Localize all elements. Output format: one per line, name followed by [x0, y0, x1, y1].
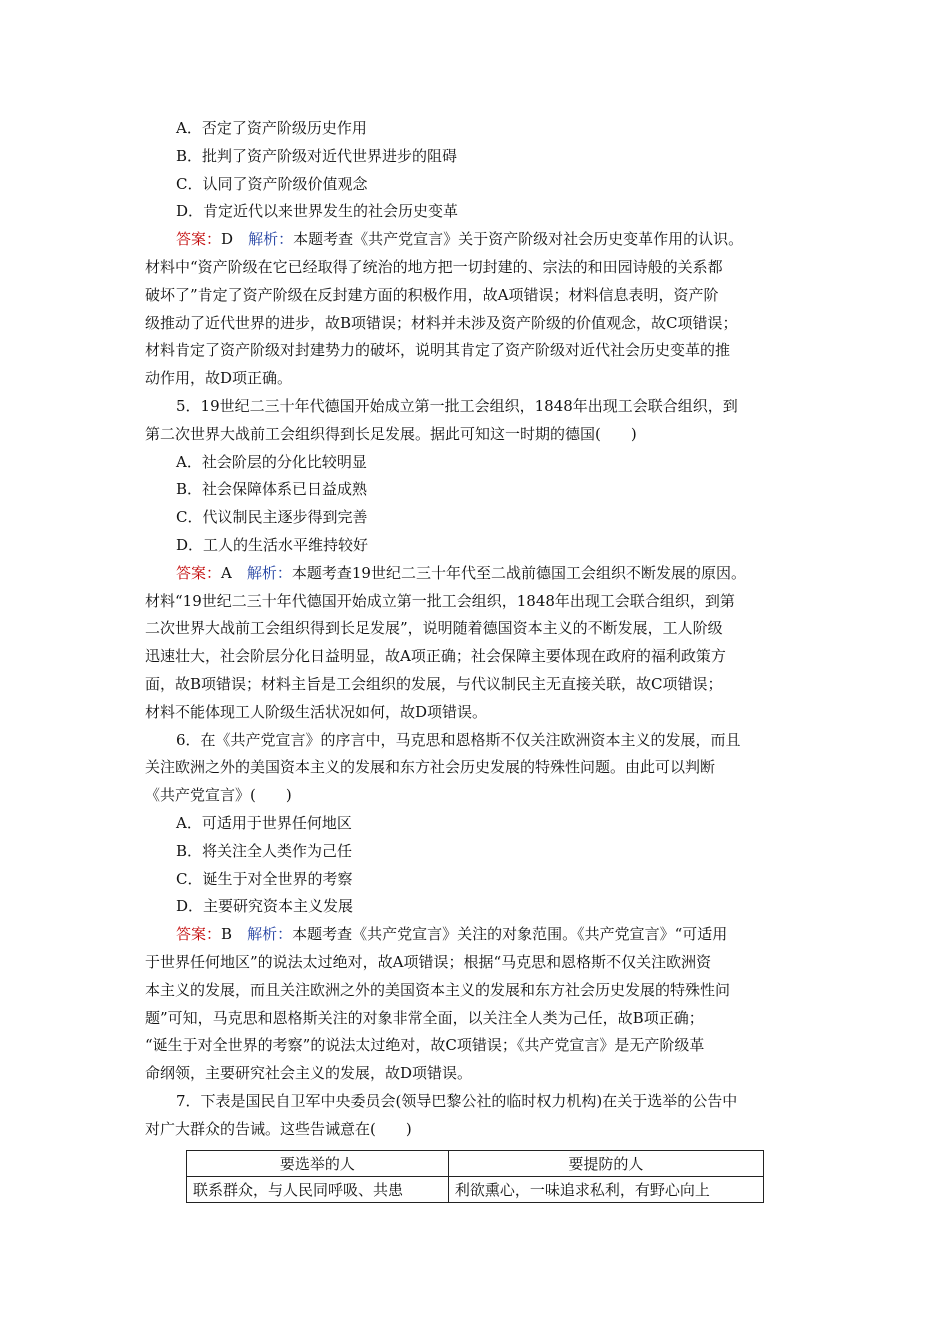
answer-value: B — [221, 925, 233, 944]
table-header-cell: 要选举的人 — [187, 1151, 449, 1177]
q6-stem: 关注欧洲之外的美国资本主义的发展和东方社会历史发展的特殊性问题。由此可以判断 — [145, 758, 716, 777]
document-page — [145, 115, 810, 1143]
q7-table — [186, 1150, 764, 1203]
analysis-label: 解析： — [246, 563, 292, 582]
q5-analysis-line: 材料“19世纪二三十年代德国开始成立第一批工会组织，1848年出现工会联合组织，到第 — [145, 591, 735, 610]
q6-option-b: B．将关注全人类作为己任 — [176, 841, 353, 860]
q5-analysis-line: 面，故B项错误；材料主旨是工会组织的发展，与代议制民主无直接关联，故C项错误； — [145, 674, 723, 693]
q6-analysis-line: 本主义的发展，而且关注欧洲之外的美国资本主义的发展和东方社会历史发展的特殊性问 — [145, 980, 731, 999]
q4-answer-line — [145, 226, 810, 254]
q4-analysis-line: 破坏了”肯定了资产阶级在反封建方面的积极作用，故A项错误；材料信息表明，资产阶 — [145, 285, 719, 304]
analysis-text: 本题考查《共产党宣言》关于资产阶级对社会历史变革作用的认识。 — [293, 230, 744, 249]
q4-option-d: D．肯定近代以来世界发生的社会历史变革 — [176, 202, 459, 221]
q5-answer-line — [145, 560, 810, 588]
q5-analysis-line: 迅速壮大，社会阶层分化日益明显，故A项正确；社会保障主要体现在政府的福利政策方 — [145, 647, 726, 666]
analysis-text: 本题考查《共产党宣言》关注的对象范围。《共产党宣言》“可适用 — [292, 925, 728, 944]
q6-stem: 6．在《共产党宣言》的序言中，马克思和恩格斯不仅关注欧洲资本主义的发展，而且 — [176, 730, 741, 749]
table-header-cell: 要提防的人 — [448, 1151, 763, 1177]
analysis-label: 解析： — [248, 230, 294, 249]
q6-answer-line — [145, 921, 810, 949]
table-cell: 利欲熏心，一味追求私利，有野心向上 — [448, 1177, 763, 1203]
q5-option-c: C．代议制民主逐步得到完善 — [176, 508, 368, 527]
q6-stem: 《共产党宣言》( ) — [145, 786, 292, 805]
answer-value: A — [221, 563, 232, 582]
table-row — [187, 1177, 764, 1203]
q7-stem: 对广大群众的告诫。这些告诫意在( ) — [145, 1119, 412, 1138]
answer-label: 答案： — [176, 925, 222, 944]
q4-option-b: B．批判了资产阶级对近代世界进步的阻碍 — [176, 146, 458, 165]
q4-option-c: C．认同了资产阶级价值观念 — [176, 174, 368, 193]
q5-option-b: B．社会保障体系已日益成熟 — [176, 480, 368, 499]
q5-stem: 第二次世界大战前工会组织得到长足发展。据此可知这一时期的德国( ) — [145, 424, 637, 443]
q6-option-d: D．主要研究资本主义发展 — [176, 897, 354, 916]
q5-option-d: D．工人的生活水平维持较好 — [176, 535, 369, 554]
table-header-row — [187, 1151, 764, 1177]
answer-label: 答案： — [176, 230, 222, 249]
q6-analysis-line: 命纲领，主要研究社会主义的发展，故D项错误。 — [145, 1064, 473, 1083]
q4-option-a: A．否定了资产阶级历史作用 — [176, 119, 367, 137]
q4-analysis-line: 材料肯定了资产阶级对封建势力的破坏，说明其肯定了资产阶级对近代社会历史变革的推 — [145, 341, 731, 360]
q5-option-a: A．社会阶层的分化比较明显 — [176, 452, 367, 471]
q6-analysis-line: 题”可知，马克思和恩格斯关注的对象非常全面，以关注全人类为己任，故B项正确； — [145, 1008, 704, 1027]
q6-analysis-line: 于世界任何地区”的说法太过绝对，故A项错误；根据“马克思和恩格斯不仅关注欧洲资 — [145, 952, 712, 971]
analysis-text: 本题考查19世纪二三十年代至二战前德国工会组织不断发展的原因。 — [291, 563, 746, 582]
q5-stem: 5．19世纪二三十年代德国开始成立第一批工会组织，1848年出现工会联合组织，到 — [176, 396, 738, 415]
table-cell: 联系群众，与人民同呼吸、共患 — [187, 1177, 449, 1203]
q6-analysis-line: “诞生于对全世界的考察”的说法太过绝对，故C项错误；《共产党宣言》是无产阶级革 — [145, 1036, 705, 1055]
q4-analysis-line: 动作用，故D项正确。 — [145, 369, 293, 388]
q5-analysis-line: 二次世界大战前工会组织得到长足发展”，说明随着德国资本主义的不断发展，工人阶级 — [145, 619, 723, 638]
q4-analysis-line: 级推动了近代世界的进步，故B项错误；材料并未涉及资产阶级的价值观念，故C项错误； — [145, 313, 738, 332]
q5-analysis-line: 材料不能体现工人阶级生活状况如何，故D项错误。 — [145, 702, 488, 721]
q6-option-a: A．可适用于世界任何地区 — [176, 813, 352, 832]
q4-analysis-line: 材料中“资产阶级在它已经取得了统治的地方把一切封建的、宗法的和田园诗般的关系都 — [145, 257, 723, 276]
q7-stem: 7．下表是国民自卫军中央委员会(领导巴黎公社的临时权力机构)在关于选举的公告中 — [176, 1091, 738, 1110]
analysis-label: 解析： — [247, 925, 293, 944]
answer-value: D — [221, 230, 234, 249]
answer-label: 答案： — [176, 563, 222, 582]
q6-option-c: C．诞生于对全世界的考察 — [176, 869, 353, 888]
